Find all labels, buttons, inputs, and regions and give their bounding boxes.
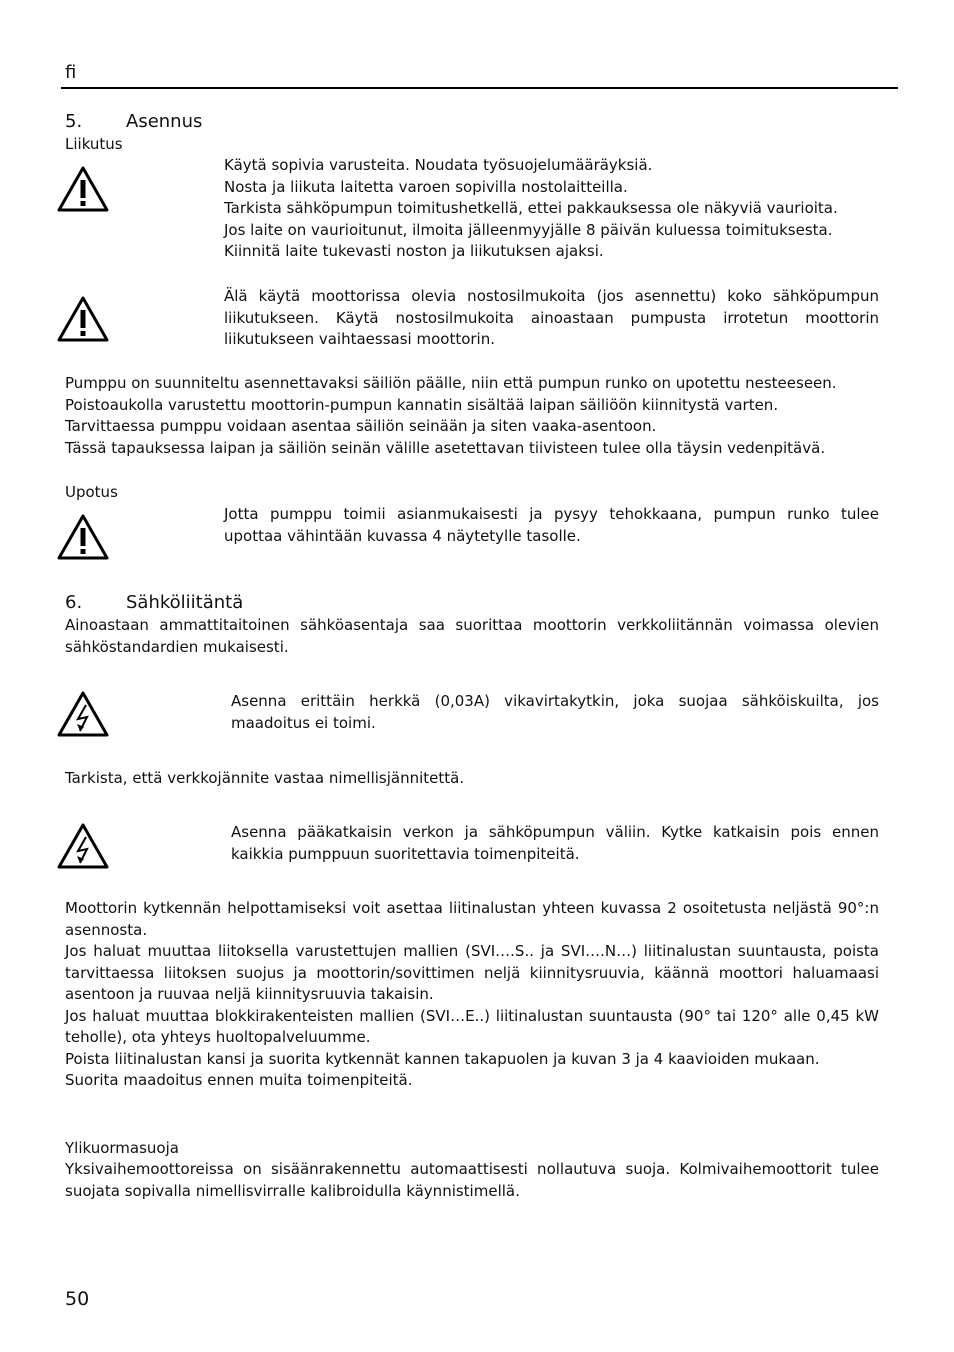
section-title: Asennus [126, 111, 203, 132]
section-title: Sähköliitäntä [126, 592, 244, 613]
liikutus-heading: Liikutus [65, 135, 123, 153]
electrical-hazard-icon [57, 822, 109, 870]
text-line: Nosta ja liikuta laitetta varoen sopivilla nostolaitteilla. [224, 177, 628, 196]
warning-triangle-icon [57, 295, 109, 343]
text-line: Tarvittaessa pumppu voidaan asentaa säiliön seinään ja siten vaaka-asentoon. [65, 417, 657, 435]
paragraph: Suorita maadoitus ennen muita toimenpiteitä. [65, 1071, 413, 1089]
electrical-hazard-icon [57, 690, 109, 738]
voltage-check-text: Tarkista, että verkkojännite vastaa nimellisjännitettä. [65, 769, 465, 787]
warning-triangle-icon [57, 513, 109, 561]
text-line: Tarkista sähköpumpun toimitushetkellä, ettei pakkauksessa ole näkyviä vaurioita. [224, 199, 838, 217]
paragraph: Jos haluat muuttaa blokkirakenteisten mallien (SVI…E..) liitinalustan suuntausta (90° tai 120° alle 0,45 kW teholle), ota yhteys huoltopalveluumme. [65, 1006, 879, 1046]
header-rule [61, 87, 898, 89]
upotus-warning-text: Jotta pumppu toimii asianmukaisesti ja pysyy tehokkaana, pumpun runko tulee upottaa vähintään kuvassa 4 näytetylle tasolle. [224, 505, 879, 545]
section-5-heading [65, 111, 202, 132]
text-line: Poistoaukolla varustettu moottorin-pumpun kannatin sisältää laipan säiliöön kiinnitystä varten. [65, 395, 779, 414]
upotus-heading: Upotus [65, 483, 118, 501]
rcd-warning-text: Asenna erittäin herkkä (0,03A) vikavirtakytkin, joka suojaa sähköiskuilta, jos maadoitus ei toimi. [231, 692, 879, 732]
lifting-eye-warning-text: Älä käytä moottorissa olevia nostosilmukoita (jos asennettu) koko sähköpumpun liikutukseen. Käytä nostosilmukoita ainoastaan pumpusta irrotetun moottorin liikutukseen vaihtaessasi moottorin. [224, 287, 879, 348]
overload-protection-text: Yksivaihemoottoreissa on sisäänrakennettu automaattisesti nollautuva suoja. Kolmivaihemoottorit tulee suojata sopivalla nimellisvirralle kalibroidulla käynnistimellä. [65, 1160, 879, 1200]
paragraph: Poista liitinalustan kansi ja suorita kytkennät kannen takapuolen ja kuvan 3 ja 4 kaavioiden mukaan. [65, 1049, 820, 1068]
text-line: Jos laite on vaurioitunut, ilmoita jälleenmyyjälle 8 päivän kuluessa toimituksesta. [224, 220, 833, 239]
section-number: 5. [65, 111, 83, 132]
page-number: 50 [65, 1288, 90, 1310]
section-number: 6. [65, 592, 83, 613]
installation-body [65, 373, 879, 459]
main-switch-warning-text: Asenna pääkatkaisin verkon ja sähköpumpun väliin. Kytke katkaisin pois ennen kaikkia pumppuun suoritettavia toimenpiteitä. [231, 823, 879, 863]
liikutus-warning-text [224, 155, 879, 263]
language-code: fi [65, 62, 77, 83]
paragraph: Jos haluat muuttaa liitoksella varustettujen mallien (SVI….S.. ja SVI….N…) liitinalustan suuntausta, poista tarvittaessa liitoksen suojus ja moottorin/sovittimen neljä kiinnitysruuvia, käännä moottori haluamaasi asentoon ja ruuvaa neljä kiinnitysruuvia takaisin. [65, 942, 879, 1003]
text-line: Kiinnitä laite tukevasti noston ja liikutuksen ajaksi. [224, 242, 604, 260]
text-line: Käytä sopivia varusteita. Noudata työsuojelumääräyksiä. [224, 156, 653, 174]
text-line: Tässä tapauksessa laipan ja säiliön seinän välille asetettavan tiivisteen tulee olla täysin vedenpitävä. [65, 438, 826, 457]
warning-triangle-icon [57, 165, 109, 213]
section-6-heading [65, 592, 243, 613]
ylikuormasuoja-heading: Ylikuormasuoja [65, 1139, 179, 1157]
paragraph: Moottorin kytkennän helpottamiseksi voit asettaa liitinalustan yhteen kuvassa 2 osoitetusta neljästä 90°:n asennosta. [65, 899, 879, 939]
connection-body [65, 898, 879, 1092]
text-line: Pumppu on suunniteltu asennettavaksi säiliön päälle, niin että pumpun runko on upotettu nesteeseen. [65, 374, 837, 392]
electrical-intro: Ainoastaan ammattitaitoinen sähköasentaja saa suorittaa moottorin verkkoliitännän voimassa olevien sähköstandardien mukaisesti. [65, 616, 879, 656]
